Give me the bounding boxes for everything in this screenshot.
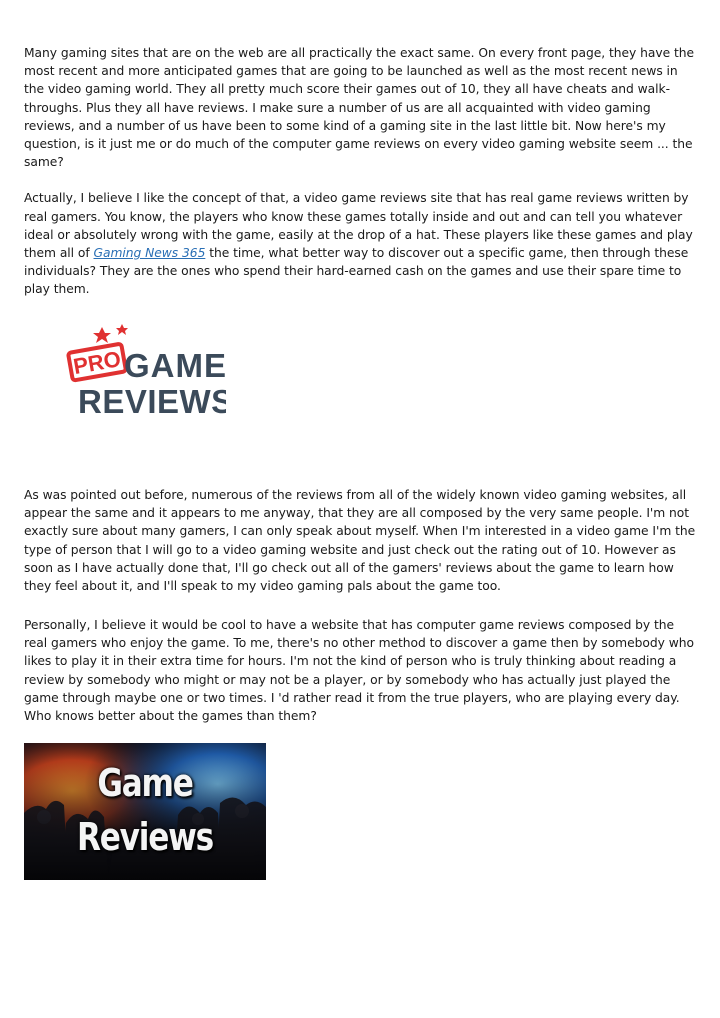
game-reviews-banner-image xyxy=(24,743,266,880)
paragraph-2-text-before: Actually, I believe I like the concept of that, a video game reviews site that has real game reviews written by real gamers. You know, the players who know these games totally inside and out and can tell you whatever ideal or absolutely wrong with the game, easily at the drop of a hat. These players like these games and play them all of xyxy=(24,191,693,261)
logo-word-game: GAME xyxy=(124,347,226,384)
paragraph-4: Personally, I believe it would be cool to have a website that has computer game reviews composed by the real gamers who enjoy the game. To me, there's no other method to discover a game then by somebody who likes to play it in their extra time for hours. I'm not the kind of person who is truly thinking about reading a review by somebody who might or may not be a player, or by somebody who has actually just played the game through maybe one or two times. I 'd rather read it from the true players, who are playing every day. Who knows better about the games than them? xyxy=(24,618,694,724)
paragraph-1: Many gaming sites that are on the web are all practically the exact same. On every front page, they have the most recent and more anticipated games that are going to be launched as well as the most recent news in the video gaming world. They all pretty much score their games out of 10, they all have cheats and walk-throughs. Plus they all have reviews. I make sure a number of us are all acquainted with video gaming reviews, and a number of us have been to some kind of a gaming site in the last little bit. Now here's my question, is it just me or do much of the computer game reviews on every video gaming website seem ... the same? xyxy=(24,46,695,170)
logo-graphic xyxy=(64,323,226,418)
spark-icon xyxy=(93,327,111,343)
pro-game-reviews-logo xyxy=(64,323,226,418)
pro-badge xyxy=(68,344,126,381)
gaming-news-link[interactable]: Gaming News 365 xyxy=(93,246,206,261)
pro-badge-text: PRO xyxy=(71,346,123,380)
paragraph-3: As was pointed out before, numerous of the reviews from all of the widely known video gaming websites, all appear the same and it appears to me anyway, that they are all composed by the very same people. I'm not exactly sure about many gamers, I can only speak about myself. When I'm interested in a video game I'm the type of person that I will go to a video gaming website and just check out the rating out of 10. However as soon as I have actually done that, I'll go check out all of the gamers' reviews about the game to learn how they feel about it, and I'll speak to my video gaming pals about the game too. xyxy=(24,488,696,594)
logo-word-reviews: REVIEWS xyxy=(78,383,226,418)
spark-icon-small xyxy=(116,324,128,335)
article-body xyxy=(24,44,696,299)
paragraph-2-text-after: the time, what better way to discover out a specific game, then through these individuals? They are the ones who spend their hard-earned cash on the games and use their spare time to play them. xyxy=(24,246,689,297)
banner-title-line-2: Reviews xyxy=(77,815,213,859)
banner-title-line-1: Game xyxy=(97,761,193,805)
paragraph-2 xyxy=(24,189,696,298)
